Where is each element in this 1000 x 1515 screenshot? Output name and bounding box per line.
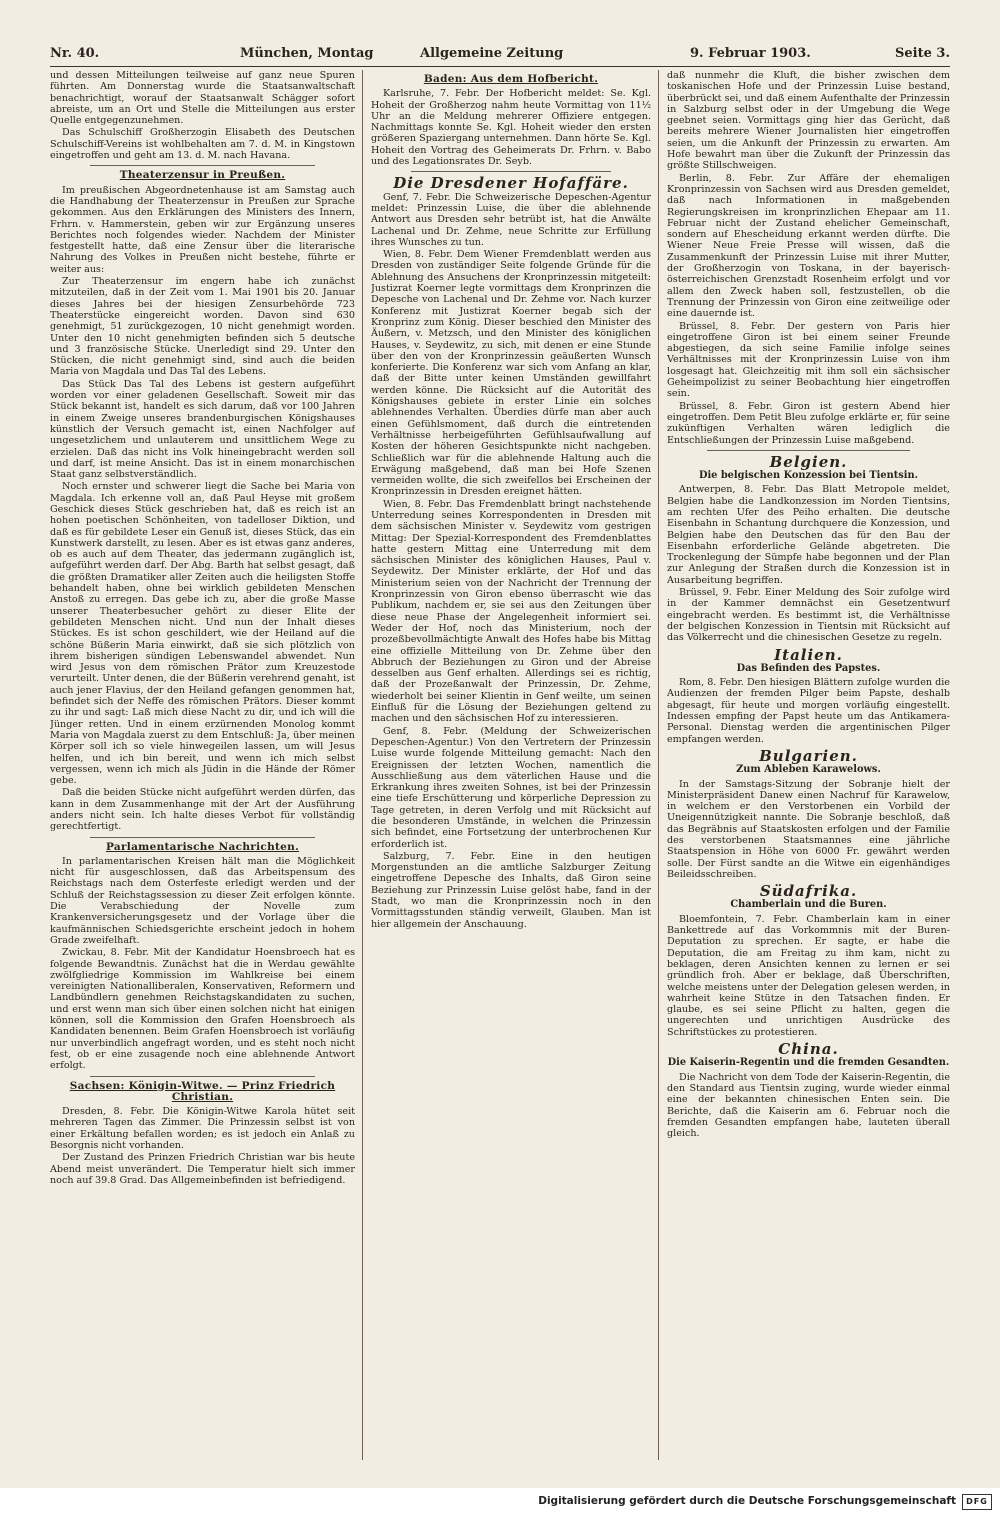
article-paragraph: Dresden, 8. Febr. Die Königin-Witwe Karola hütet seit mehreren Tagen das Zimmer. Die Prinzessin selbst ist von einer Erkältung befallen worden; es ist jedoch ein Anlaß zu Besorgnis nicht vorhanden. (50, 1106, 355, 1152)
article-paragraph: Brüssel, 8. Febr. Der gestern von Paris hier eingetroffene Giron ist bei einem seiner Freunde abgestiegen, da sich seine Familie infolge seines Verhältnisses mit der Kronprinzessin Luise von ihm losgesagt hat. Gleichzeitig mit ihm soll ein sächsischer Geheimpolizist zu seiner Beobachtung hier eingetroffen sein. (667, 320, 950, 400)
column-3 (667, 70, 950, 1460)
article-paragraph: Berlin, 8. Febr. Zur Affäre der ehemaligen Kronprinzessin von Sachsen wird aus Dresden gemeldet, daß nach Informationen in maßgebenden Regierungskreisen im kronprinzlichen Ehepaar am 11. Februar nicht der Zustand ehelicher Gemeinschaft, sondern auf Ehescheidung erkannt werden dürfte. Die Wiener Neue Freie Presse will wissen, daß die Zusammenkunft der Prinzessin Luise mit ihrer Mutter, der Großherzogin von Toskana, in der bayerisch-österreichischen Grenzstadt Rosenheim erfolgt und vor allem den Zweck haben soll, festzustellen, ob die Trennung der Prinzessin von Giron eine zeitweilige oder eine dauernde ist. (667, 172, 950, 320)
page-header (50, 40, 950, 67)
funding-note: Digitalisierung gefördert durch die Deutsche Forschungsgemeinschaft (538, 1495, 956, 1507)
page-number: Seite 3. (895, 46, 950, 61)
article-paragraph: Noch ernster und schwerer liegt die Sache bei Maria von Magdala. Ich erkenne voll an, daß Paul Heyse mit großem Geschick dieses Stück geschrieben hat, daß es reich ist an hohen poetischen Schönheiten, von tadelloser Diktion, und daß es für gebildete Leser ein Genuß ist, dieses Stück, das ein Kunstwerk darstellt, zu lesen. Aber es ist etwas ganz anderes, ob es auch auf dem Theater, das jedermann zugänglich ist, aufgeführt werden darf. Der Abg. Barth hat selbst gesagt, daß die größten Dramatiker aller Zeiten auch die heiligsten Stoffe behandelt haben, ohne bei wirklich gebildeten Menschen Anstoß zu erregen. Das gebe ich zu, aber die große Masse unserer Theaterbesucher gehört zu dieser Elite der gebildeten Menschen nicht. Und nun der Inhalt dieses Stückes. Es ist schon geschildert, wie der Heiland auf die schöne Büßerin Maria einwirkt, daß sie sich plötzlich von ihrem bisherigen sündigen Lebenswandel abwendet. Nun wird Jesus von dem römischen Prätor zum Kreuzestode verurteilt. Unter denen, die der Büßerin verehrend genaht, ist auch jener Flavius, der den Heiland gefangen genommen hat, befindet sich der Neffe des römischen Prätors. Dieser kommt zu ihr und sagt: Laß mich diese Nacht zu dir, und ich will die Jünger retten. Und in einem erzürnenden Monolog kommt Maria von Magdala zuerst zu dem Entschluß: Ja, über meinen Körper soll ich so viele hinwegeilen lassen, um will Jesus helfen, und ich bin bereit, und wenn ich mich selbst vergessen, wenn ich mich als Jüdin in die Hände der Römer gebe. (50, 481, 355, 787)
article-paragraph: Das Stück Das Tal des Lebens ist gestern aufgeführt worden vor einer geladenen Gesellschaft. Soweit mir das Stück bekannt ist, handelt es sich darum, daß vor 100 Jahren in einem Zweige unseres brandenburgischen Königshauses künstlich der Versuch gemacht ist, einen Nachfolger auf ungesetzlichem und unlauterem und unsittlichem Wege zu erzielen. Daß das nicht ins Volk hineingebracht werden soll und darf, ist meine Ansicht. Das ist in einem monarchischen Staat ganz selbstverständlich. (50, 378, 355, 481)
subheading: Chamberlain und die Buren. (730, 899, 887, 911)
country-heading: Italien. (774, 645, 843, 664)
column-2 (371, 70, 651, 1460)
article-paragraph: Zwickau, 8. Febr. Mit der Kandidatur Hoensbroech hat es folgende Bewandtnis. Zunächst hat die in Werdau gewählte zwölfgliedrige Kommission im Wahlkreise bei einem vereinigten Nationalliberalen, Konservativen, Reformern und Landbündlern genehmen Reichstagskandidaten zu suchen, und erst wenn man sich über einen solchen nicht hat einigen können, soll die Kommission den Grafen Hoensbroech als Kandidaten benennen. Beim Grafen Hoensbroech ist vorläufig nur unverbindlich angefragt worden, und es steht noch nicht fest, ob er eine zusagende noch eine ablehnende Antwort erfolgt. (50, 947, 355, 1072)
issue-date: 9. Februar 1903. (690, 46, 811, 61)
article-paragraph: Brüssel, 8. Febr. Giron ist gestern Abend hier eingetroffen. Dem Petit Bleu zufolge erklärte er, für seine zukünftigen Verhalten wären lediglich die Entschließungen der Prinzessin Luise maßgebend. (667, 400, 950, 446)
subheading: Zum Ableben Karawelows. (736, 764, 881, 776)
article-paragraph: In der Samstags-Sitzung der Sobranje hielt der Ministerpräsident Danew einen Nachruf für Karawelow, in welchem er den Verstorbenen ein Vorbild der Uneigennützigkeit nannte. Die Sobranje beschloß, daß das Begräbnis auf Staatskosten erfolgen und der Familie des verstorbenen Staatsmannes eine jährliche Staatspension in Höhe von 6000 Fr. gewährt werden solle. Der Fürst sandte an die Witwe ein eigenhändiges Beileidsschreiben. (667, 778, 950, 880)
divider (411, 171, 611, 172)
divider (90, 165, 315, 166)
dfg-logo: DFG (962, 1494, 992, 1510)
divider (90, 837, 315, 838)
digitization-footer (0, 1488, 1000, 1515)
section-heading: Baden: Aus dem Hofbericht. (423, 73, 599, 85)
section-heading: Parlamentarische Nachrichten. (105, 840, 300, 853)
newspaper-title: Allgemeine Zeitung (420, 46, 564, 61)
section-heading: Theaterzensur in Preußen. (119, 169, 286, 182)
article-paragraph: Brüssel, 9. Febr. Einer Meldung des Soir zufolge wird in der Kammer demnächst ein Gesetzentwurf eingebracht werden. Es bestimmt ist, die Verhältnisse der belgischen Konzession in Tientsin mit Rücksicht auf das Völkerrecht und die chinesischen Gesetze zu regeln. (667, 587, 950, 644)
subheading: Die belgischen Konzession bei Tientsin. (698, 470, 919, 482)
article-paragraph: Wien, 8. Febr. Dem Wiener Fremdenblatt werden aus Dresden von zuständiger Seite folgende Gründe für die Ablehnung des Ansuchens der Kronprinzessin mitgeteilt: Justizrat Koerner legte vormittags dem Kronprinzen die Depesche von Lachenal und Dr. Zehme vor. Nach kurzer Konferenz mit Justizrat Koerner begab sich der Kronprinz zum König. Dieser beschied den Minister des Äußern, v. Metzsch, und den Minister des königlichen Hauses, v. Seydewitz, zu sich, mit denen er eine Stunde über den von der Kronprinzessin geäußerten Wunsch konferierte. Die Konferenz war sich vom Anfang an klar, daß der Bitte unter keinen Umständen gewillfahrt werden könne. Die Rücksicht auf die Autorität des Königshauses gebiete in erster Linie ein solches ablehnendes Verhalten. Überdies dürfe man aber auch einen Gefühlsmoment, daß durch die eintretenden Verhältnisse herbeigeführten Gefühlsaufwallung auf Kosten der höheren Gesichtspunkte nicht nachgeben. Schließlich war für die ablehnende Haltung auch die Erwägung maßgebend, daß man bei Hofe Szenen vermeiden wollte, die sich zweifellos bei Erscheinen der Kronprinzessin in Dresden ereignet hätten. (371, 249, 651, 498)
country-heading: Belgien. (769, 452, 848, 471)
article-paragraph: Karlsruhe, 7. Febr. Der Hofbericht meldet: Se. Kgl. Hoheit der Großherzog nahm heute Vormittag von 11½ Uhr an die Meldung mehrerer Offiziere entgegen. Nachmittags konnte Se. Kgl. Hoheit wieder den ersten größeren Spaziergang unternehmen. Dann hörte Se. Kgl. Hoheit den Vortrag des Geheimerats Dr. Frhrn. v. Babo und des Legationsrates Dr. Seyb. (371, 88, 651, 168)
article-paragraph: daß nunmehr die Kluft, die bisher zwischen dem toskanischen Hofe und der Prinzessin Luise bestand, überbrückt sei, und daß einem Aufenthalte der Prinzessin in Salzburg selbst oder in der Umgebung die Wege geebnet seien. Vormittags ging hier das Gerücht, daß bereits mehrere Wiener Journalisten hier eingetroffen seien, um die Ankunft der Prinzessin zu erwarten. Am Hofe bewahrt man über die Zukunft der Prinzessin das größte Stillschweigen. (667, 70, 950, 172)
divider (90, 1076, 315, 1077)
article-headline: Die Dresdener Hofaffäre. (393, 174, 629, 193)
article-paragraph: Rom, 8. Febr. Den hiesigen Blättern zufolge wurden die Audienzen der fremden Pilger beim Papste, deshalb abgesagt, für heute und morgen vorläufig eingestellt. Indessen empfing der Papst heute um das Antikamera-Personal. Dienstag werden die argentinischen Pilger empfangen werden. (667, 677, 950, 745)
article-paragraph: Antwerpen, 8. Febr. Das Blatt Metropole meldet, Belgien habe die Landkonzession im Norden Tientsins, am rechten Ufer des Peiho erhalten. Die deutsche Eisenbahn in Schantung durchquere die Konzession, und Belgien habe den Deutschen das für den Bau der Eisenbahn erforderliche Gelände abgetreten. Die Trockenlegung der Sümpfe habe begonnen und der Plan zur Anlegung der Straßen durch die Konzession ist in Ausarbeitung begriffen. (667, 484, 950, 586)
newspaper-page (50, 40, 950, 1460)
issue-number: Nr. 40. (50, 46, 100, 61)
article-paragraph: Im preußischen Abgeordnetenhause ist am Samstag auch die Handhabung der Theaterzensur in Preußen zur Sprache gekommen. Aus den Erklärungen des Ministers des Innern, Frhrn. v. Hammerstein, geben wir zur Ergänzung unseres Berichtes noch folgendes wieder. Nachdem der Minister festgestellt hatte, daß eine Zensur über die literarische Nahrung des Volkes in Preußen nicht bestehe, führte er weiter aus: (50, 184, 355, 275)
article-paragraph: und dessen Mitteilungen teilweise auf ganz neue Spuren führten. Am Donnerstag wurde die Staatsanwaltschaft benachrichtigt, worauf der Staatsanwalt Schägger sofort abreiste, um an Ort und Stelle die Mitteilungen aus erster Quelle entgegenzunehmen. (50, 70, 355, 127)
article-paragraph: Zur Theaterzensur im engern habe ich zunächst mitzuteilen, daß in der Zeit vom 1. Mai 1901 bis 20. Januar dieses Jahres bei der hiesigen Zensurbehörde 723 Theaterstücke eingereicht worden. Davon sind 630 genehmigt, 51 zurückgezogen, 10 nicht genehmigt worden. Unter den 10 nicht genehmigten befinden sich 5 deutsche und 3 französische Stücke. Unerledigt sind 29. Unter den Stücken, die nicht genehmigt sind, sind auch die beiden Maria von Magdala und Das Tal des Lebens. (50, 276, 355, 378)
column-rule (362, 70, 363, 1460)
article-paragraph: Salzburg, 7. Febr. Eine in den heutigen Morgenstunden an die amtliche Salzburger Zeitung eingetroffene Depesche des Inhalts, daß Giron seine Beziehung zur Prinzessin Luise gelöst habe, fand in der Stadt, wo man die Kronprinzessin noch in den Vormittagsstunden ständig verweilt, Glauben. Man ist hier allgemein der Anschauung. (371, 850, 651, 930)
article-paragraph: Genf, 7. Febr. Die Schweizerische Depeschen-Agentur meldet: Prinzessin Luise, die über die ablehnende Antwort aus Dresden sehr betrübt ist, hat die Anwälte Lachenal und Dr. Zehme, neue Schritte zur Erfüllung ihres Wunsches zu tun. (371, 191, 651, 248)
subheading: Die Kaiserin-Regentin und die fremden Gesandten. (667, 1057, 950, 1069)
article-paragraph: Daß die beiden Stücke nicht aufgeführt werden dürfen, das kann in dem Zusammenhange mit der Art der Ausführung anders nicht sein. Ich halte dieses Verbot für vollständig gerechtfertigt. (50, 787, 355, 833)
article-paragraph: Die Nachricht von dem Tode der Kaiserin-Regentin, die den Standard aus Tientsin zuging, wurde wieder einmal eine der bekannten chinesischen Enten sein. Die Berichte, daß die Kaiserin am 6. Februar noch die fremden Gesandten empfangen habe, lauteten überall gleich. (667, 1071, 950, 1140)
city-day: München, Montag (240, 46, 374, 61)
divider (707, 450, 910, 451)
article-paragraph: Wien, 8. Febr. Das Fremdenblatt bringt nachstehende Unterredung seines Korrespondenten in Dresden mit dem sächsischen Minister v. Seydewitz vom gestrigen Mittag: Der Spezial-Korrespondent des Fremdenblattes hatte gestern Mittag eine Unterredung mit dem sächsischen Minister des königlichen Hauses, Paul v. Seydewitz. Der Minister erklärte, der Hof und das Ministerium seien von der Nachricht der Trennung der Kronprinzessin von Giron ebenso überrascht wie das Publikum, nachdem er, sie sei aus den Zeitungen über diese neue Phase der Angelegenheit informiert sei. Weder der Hof, noch das Ministerium, noch der prozeßbevollmächtigte Anwalt des Hofes habe bis Mittag eine offizielle Mitteilung von Dr. Zehme über den Abbruch der Beziehungen zu Giron und der Abreise desselben aus Genf erhalten. Allerdings sei es richtig, daß der Prozeßanwalt der Prinzessin, Dr. Zehme, wiederholt bei seiner Klientin in Genf weilte, um seinen Einfluß für die Lösung der Beziehungen geltend zu machen und den sächsischen Hof zu interessieren. (371, 498, 651, 725)
country-heading: Bulgarien. (759, 746, 858, 765)
subheading: Das Befinden des Papstes. (736, 662, 881, 674)
section-heading: Sachsen: Königin-Witwe. — Prinz Friedrich Christian. (69, 1079, 336, 1103)
article-paragraph: Der Zustand des Prinzen Friedrich Christian war bis heute Abend meist unverändert. Die Temperatur hielt sich immer noch auf 39.8 Grad. Das Allgemeinbefinden ist befriedigend. (50, 1152, 355, 1186)
article-paragraph: Das Schulschiff Großherzogin Elisabeth des Deutschen Schulschiff-Vereins ist wohlbehalten am 7. d. M. in Kingstown eingetroffen und geht am 13. d. M. nach Havana. (50, 127, 355, 162)
country-heading: China. (778, 1040, 839, 1059)
column-rule (658, 70, 659, 1460)
article-paragraph: Genf, 8. Febr. (Meldung der Schweizerischen Depeschen-Agentur.) Von den Vertretern der Prinzessin Luise wurde folgende Mitteilung gemacht: Nach den Ereignissen der letzten Wochen, namentlich die Ausschließung aus dem väterlichen Hause und die Erkrankung ihres zweiten Sohnes, ist bei der Prinzessin eine tiefe Erschütterung und körperliche Depression zu Tage getreten, in deren Verfolg und mit Rücksicht auf die besonderen Umstände, in welchen die Prinzessin sich befindet, eine Fortsetzung der unterbrochenen Kur erforderlich ist. (371, 725, 651, 850)
article-paragraph: In parlamentarischen Kreisen hält man die Möglichkeit nicht für ausgeschlossen, daß das Arbeitspensum des Reichstags nach dem Osterfeste erledigt werden und der Schluß der Reichstagssession zu dieser Zeit erfolgen könnte. Die Verabschiedung der Novelle zum Krankenversicherungsgesetz und der Vorlage über die kaufmännischen Schiedsgerichte erscheint jedoch in hohem Grade zweifelhaft. (50, 855, 355, 946)
article-paragraph: Bloemfontein, 7. Febr. Chamberlain kam in einer Bankettrede auf das Vorkommnis mit der Buren-Deputation zu sprechen. Er sagte, er habe die Deputation, die am Freitag zu ihm kam, nicht zu beklagen, deren Ansichten kennen zu lernen er sei gründlich froh. Aber er beklage, daß Überschriften, welche meistens unter der Delegation gelesen werden, in wahrheit keine Stütze in den Tatsachen finden. Er glaube, es sei seine Pflicht zu halten, gegen die ungerechten und unrichtigen Ausdrücke des Schriftstückes zu protestieren. (667, 913, 950, 1038)
country-heading: Südafrika. (759, 882, 858, 901)
column-1 (50, 70, 355, 1460)
